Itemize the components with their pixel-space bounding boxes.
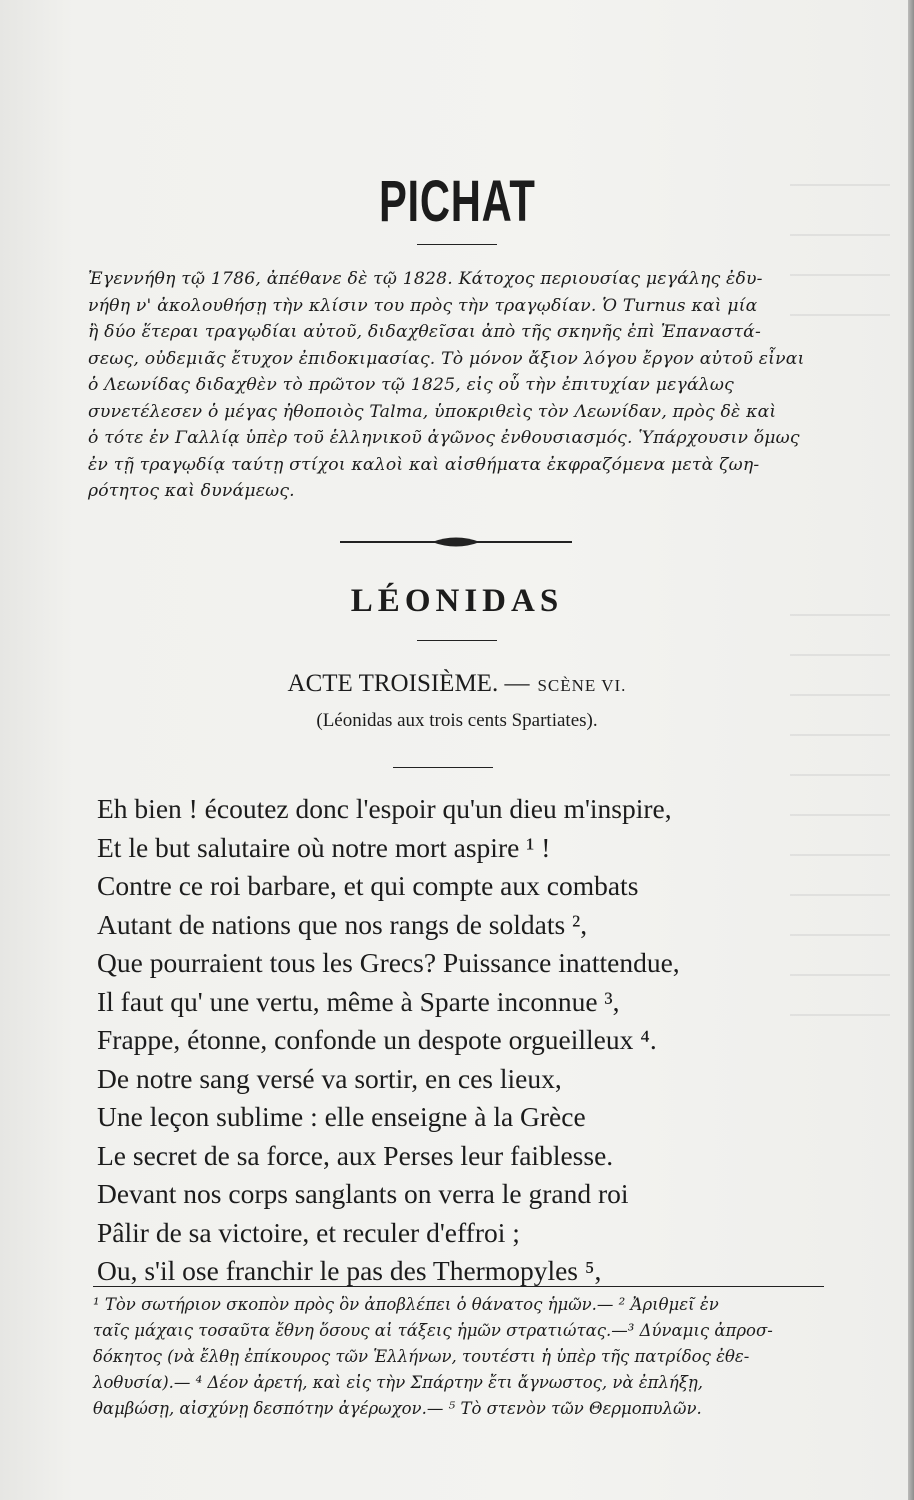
verse-line: Autant de nations que nos rangs de soldats ², [97,908,588,940]
intro-line: ἐν τῇ τραγῳδίᾳ ταύτῃ στίχοι καλοὶ καὶ αἰσθήματα ἐκφραζόμενα μετὰ ζωη- [88,454,760,475]
verse-block [97,790,680,1291]
footnote-line: θαμβώσῃ, αἰσχύνῃ δεσπότην ἀγέρωχον.— ⁵ Τὸ στενὸν τῶν Θερμοπυλῶν. [93,1399,702,1418]
footnote-divider [93,1286,824,1287]
intro-line: Ἐγεννήθη τῷ 1786, ἀπέθανε δὲ τῷ 1828. Κάτοχος περιουσίας μεγάλης ἐδυ- [88,269,763,289]
footnote-line: ¹ Τὸν σωτήριον σκοπὸν πρὸς ὃν ἀποβλέπει ὁ θάνατος ἡμῶν.— ² Ἀριθμεῖ ἐν [93,1295,719,1314]
bleed-through-text [780,95,900,1195]
intro-line: σεως, οὐδεμιᾶς ἔτυχον ἐπιδοκιμασίας. Τὸ μόνον ἄξιον λόγου ἔργον αὐτοῦ εἶναι [88,348,805,369]
act-label: ACTE TROISIÈME. — [287,670,530,697]
verse-line: Ou, s'il ose franchir le pas des Thermopyles ⁵, [97,1255,602,1286]
verse-line: Pâlir de sa victoire, et reculer d'effroi ; [97,1216,520,1248]
verse-line: Devant nos corps sanglants on verra le grand roi [97,1178,629,1209]
verse-line: Contre ce roi barbare, et qui compte aux combats [97,870,639,901]
intro-line: ἢ δύο ἕτεραι τραγῳδίαι αὐτοῦ, διδαχθεῖσαι ἀπὸ τῆς σκηνῆς ἐπὶ Ἐπαναστά- [88,322,761,342]
ornamental-divider [340,533,572,553]
intro-line: συνετέλεσεν ὁ μέγας ἠθοποιὸς Talma, ὑποκριθεὶς τὸν Λεωνίδαν, πρὸς δὲ καὶ [88,401,777,422]
play-title-divider [417,640,497,641]
footnote-line: ταῖς μάχαις τοσαῦτα ἔθνη ὅσους αἱ τάξεις ἡμῶν στρατιώτας.—³ Δύναμις ἀπροσ- [93,1321,773,1340]
intro-line: ρότητος καὶ δυνάμεως. [88,481,295,501]
title-divider [417,244,497,245]
intro-line: ὁ Λεωνίδας διδαχθὲν τὸ πρῶτον τῷ 1825, εἰς οὗ τὴν ἐπιτυχίαν μεγάλως [88,375,734,395]
verse-line: De notre sang versé va sortir, en ces lieux, [97,1062,562,1094]
verse-line: Le secret de sa force, aux Perses leur faiblesse. [97,1139,614,1171]
scene-divider [393,767,493,768]
verse-line: Frappe, étonne, confonde un despote orgueilleux ⁴. [97,1024,657,1055]
verse-line: Eh bien ! écoutez donc l'espoir qu'un dieu m'inspire, [97,793,672,824]
footnotes [93,1292,821,1422]
verse-line: Que pourraient tous les Grecs? Puissance inattendue, [97,947,680,978]
play-title: LÉONIDAS [350,583,564,619]
intro-line: ὁ τότε ἐν Γαλλίᾳ ὑπὲρ τοῦ ἑλληνικοῦ ἀγῶνος ἐνθουσιασμός. Ὑπάρχουσιν ὅμως [88,428,800,448]
footnote-line: λοθυσία).— ⁴ Δέον ἀρετή, καὶ εἰς τὴν Σπάρτην ἔτι ἄγνωστος, νὰ ἐπλήξῃ, [93,1373,704,1392]
verse-line: Et le but salutaire où notre mort aspire ¹ ! [97,831,551,863]
act-heading [0,670,914,698]
verse-line: Une leçon sublime : elle enseigne à la Grèce [97,1101,586,1132]
intro-line: νήθη ν' ἀκολουθήσῃ τὴν κλίσιν του πρὸς τὴν τραγῳδίαν. Ὁ Turnus καὶ μία [88,295,758,316]
page-edge-shadow [908,0,914,1500]
author-biography [88,266,828,505]
scene-subtitle: (Léonidas aux trois cents Spartiates). [316,710,598,731]
page-title: PICHAT [378,169,536,234]
verse-line: Il faut qu' une vertu, même à Sparte inconnue ³, [97,985,620,1017]
scene-label: SCÈNE VI. [537,676,627,695]
footnote-line: δόκητος (νὰ ἔλθῃ ἐπίκουρος τῶν Ἑλλήνων, τουτέστι ἡ ὑπὲρ τῆς πατρίδος ἐθε- [93,1347,750,1366]
